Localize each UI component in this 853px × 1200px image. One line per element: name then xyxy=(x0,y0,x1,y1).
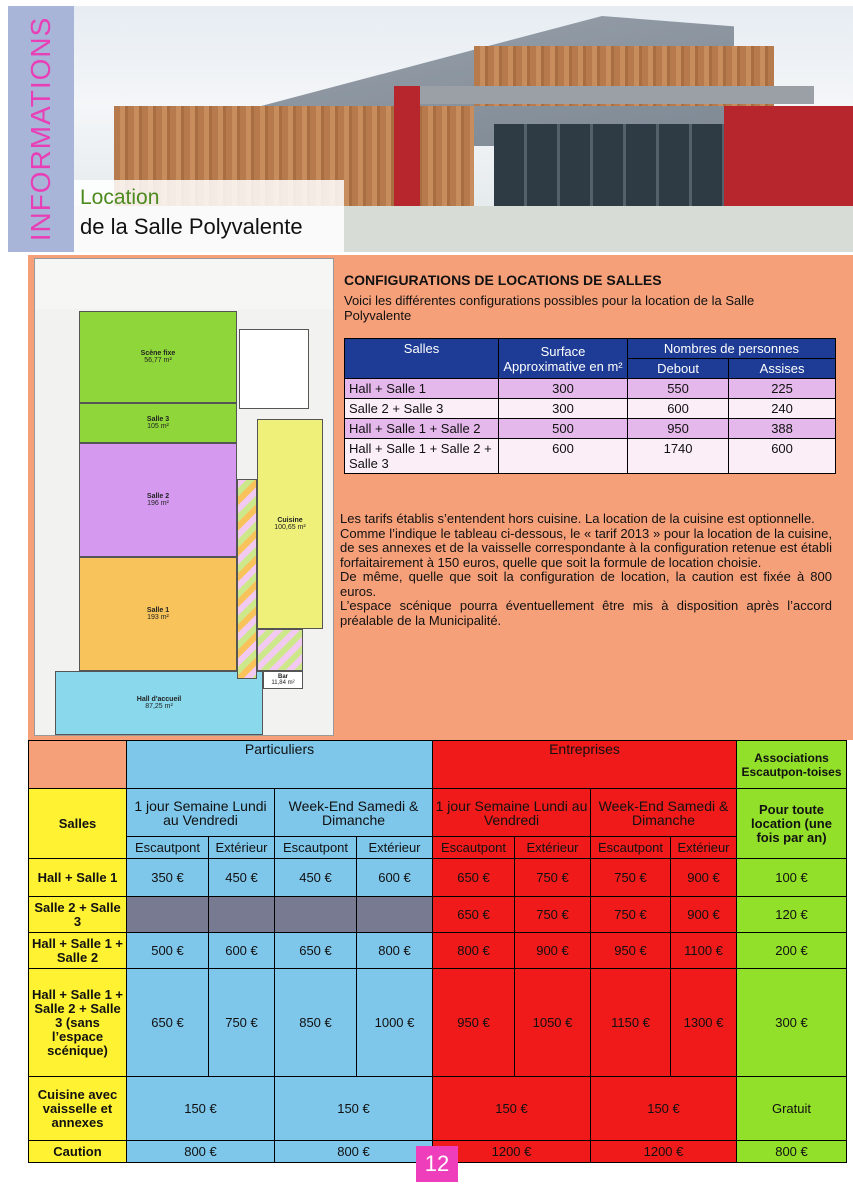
header-particuliers: Particuliers xyxy=(127,741,433,789)
config-table xyxy=(344,338,836,474)
room-salle-1: Salle 1 193 m² xyxy=(79,557,237,671)
room-scene-fixe: Scène fixe 56,77 m² xyxy=(79,311,237,403)
room-cuisine: Cuisine 100,65 m² xyxy=(257,419,323,629)
paragraph: Comme l’indique le tableau ci-dessous, le « tarif 2013 » pour la location de la cuisine, de ses annexes et de la vaisselle correspondante à la configuration retenue est établi forfaitairement à 150 euros, quelle que soit la formule de location choisie. xyxy=(340,525,832,570)
table-row: Caution 800 € 800 € 1200 € 1200 € 800 € xyxy=(29,1141,847,1163)
subheader: Escautpont xyxy=(433,837,515,859)
page-title-line1: Location xyxy=(80,186,160,209)
info-paragraphs xyxy=(340,512,832,628)
tariffs-table xyxy=(28,740,847,1163)
col-personnes: Nombres de personnes xyxy=(628,339,836,359)
table-row: Hall + Salle 1 + Salle 2 + Salle 3 (sans l’espace scénique) 650 € 750 € 850 € 1000 € 950 € 1050 € 1150 € 1300 € 300 € xyxy=(29,969,847,1077)
table-row: Salle 2 + Salle 3 650 € 750 € 750 € 900 € 120 € xyxy=(29,897,847,933)
subheader: Escautpont xyxy=(591,837,671,859)
subheader: Extérieur xyxy=(671,837,737,859)
header-salles: Salles xyxy=(29,789,127,859)
page-title-line2: de la Salle Polyvalente xyxy=(80,214,303,239)
header-weekend-e: Week-End Samedi & Dimanche xyxy=(591,789,737,837)
side-tab-label: INFORMATIONS xyxy=(25,16,56,242)
table-row: Salle 2 + Salle 3 300 600 240 xyxy=(345,399,836,419)
header-semaine-e: 1 jour Semaine Lundi au Vendredi xyxy=(433,789,591,837)
room-hall: Hall d'accueil 87,25 m² xyxy=(55,671,263,735)
paragraph: De même, quelle que soit la configuration de location, la caution est fixée à 800 euros. xyxy=(340,569,832,599)
subheader: Extérieur xyxy=(515,837,591,859)
paragraph: Les tarifs établis s’entendent hors cuisine. La location de la cuisine est optionnelle. xyxy=(340,511,815,526)
subheader: Escautpont xyxy=(275,837,357,859)
floor-plan xyxy=(34,258,334,736)
room-salle-2: Salle 2 196 m² xyxy=(79,443,237,557)
header-pour-toute: Pour toute location (une fois par an) xyxy=(737,789,847,859)
subheader: Extérieur xyxy=(209,837,275,859)
col-salles: Salles xyxy=(345,339,499,379)
table-row: Hall + Salle 1 + Salle 2 500 € 600 € 650 € 800 € 800 € 900 € 950 € 1100 € 200 € xyxy=(29,933,847,969)
table-row: Cuisine avec vaisselle et annexes 150 € 150 € 150 € 150 € Gratuit xyxy=(29,1077,847,1141)
side-tab xyxy=(8,6,74,252)
config-title: CONFIGURATIONS DE LOCATIONS DE SALLES xyxy=(344,272,662,288)
table-row: Hall + Salle 1 + Salle 2 500 950 388 xyxy=(345,419,836,439)
room-salle-3: Salle 3 105 m² xyxy=(79,403,237,443)
table-row: Hall + Salle 1 + Salle 2 + Salle 3 600 1740 600 xyxy=(345,439,836,474)
page-number: 12 xyxy=(416,1146,458,1182)
paragraph: L’espace scénique pourra éventuellement être mis à disposition après l’accord préalable de la Municipalité. xyxy=(340,598,832,628)
table-row: Hall + Salle 1 300 550 225 xyxy=(345,379,836,399)
header-semaine-p: 1 jour Semaine Lundi au Vendredi xyxy=(127,789,275,837)
header-associations: Associations Escautpon-toises xyxy=(737,741,847,789)
subheader: Escautpont xyxy=(127,837,209,859)
config-intro: Voici les différentes configurations possibles pour la location de la Salle Polyvalente xyxy=(344,293,755,323)
header-entreprises: Entreprises xyxy=(433,741,737,789)
col-debout: Debout xyxy=(628,359,729,379)
room-bar: Bar 11,84 m² xyxy=(263,671,303,689)
table-row: Hall + Salle 1 350 € 450 € 450 € 600 € 650 € 750 € 750 € 900 € 100 € xyxy=(29,859,847,897)
col-surface: Surface Approximative en m² xyxy=(499,339,628,379)
col-assises: Assises xyxy=(729,359,836,379)
header-weekend-p: Week-End Samedi & Dimanche xyxy=(275,789,433,837)
subheader: Extérieur xyxy=(357,837,433,859)
